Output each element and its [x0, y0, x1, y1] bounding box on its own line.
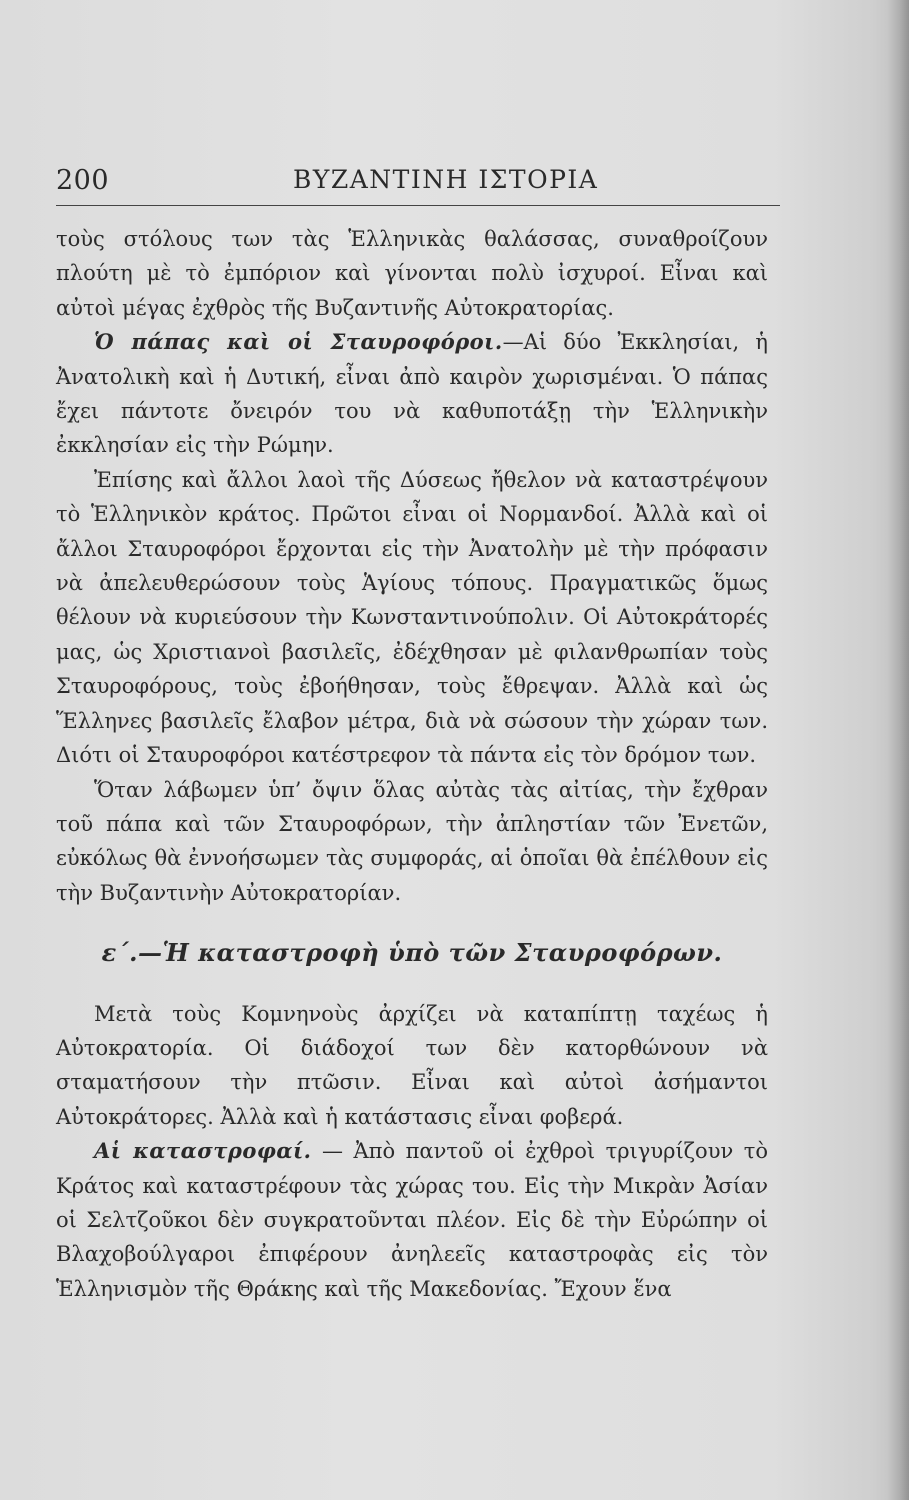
page-number: 200 — [56, 165, 110, 196]
header-rule — [56, 205, 780, 206]
paragraph-pope-crusaders-text: —Αἱ δύο Ἐκκλησίαι, ἡ Ἀνατολικὴ καὶ ἡ Δυτική, εἶναι ἀπὸ καιρὸν χωρισμέναι. Ὁ πάπας ἔχει πάντοτε ὄνειρόν του νὰ καθυποτάξῃ τὴν Ἑλληνικὴν ἐκκλησίαν εἰς τὴν Ρώμην. — [56, 330, 768, 458]
page-spine-shadow — [887, 0, 909, 1500]
running-title: ΒΥΖΑΝΤΙΝΗ ΙΣΤΟΡΙΑ — [293, 165, 599, 194]
paragraph-pope-crusaders — [56, 325, 768, 463]
run-in-heading-catastrophes: Αἱ καταστροφαί. — [94, 1138, 312, 1164]
paragraph-after-komnenoi: Μετὰ τοὺς Κομνηνοὺς ἀρχίζει νὰ καταπίπτῃ ταχέως ἡ Αὐτοκρατορία. Οἱ διάδοχοί των δὲν κατορθώνουν νὰ σταματήσουν τὴν πτῶσιν. Εἶναι καὶ αὐτοὶ ἀσήμαντοι Αὐτοκράτορες. Ἀλλὰ καὶ ἡ κατάστασις εἶναι φοβερά. — [56, 1001, 768, 1129]
page-header — [56, 165, 780, 205]
paragraph-western-peoples: Ἐπίσης καὶ ἄλλοι λαοὶ τῆς Δύσεως ἤθελον νὰ καταστρέψουν τὸ Ἑλληνικὸν κράτος. Πρῶτοι εἶναι οἱ Νορμανδοί. Ἀλλὰ καὶ οἱ ἄλλοι Σταυροφόροι ἔρχονται εἰς τὴν Ἀνατολὴν μὲ τὴν πρόφασιν νὰ ἀπελευθερώσουν τοὺς Ἁγίους τόπους. Πραγματικῶς ὅμως θέλουν νὰ κυριεύσουν τὴν Κωνσταντινούπολιν. Οἱ Αὐτοκράτορές μας, ὡς Χριστιανοὶ βασιλεῖς, ἐδέχθησαν μὲ φιλανθρωπίαν τοὺς Σταυροφόρους, τοὺς ἐβοήθησαν, τοὺς ἔθρεψαν. Ἀλλὰ καὶ ὡς Ἕλληνες βασιλεῖς ἔλαβον μέτρα, διὰ νὰ σώσουν τὴν χώραν των. Διότι οἱ Σταυροφόροι κατέστρεφον τὰ πάντα εἰς τὸν δρόμον των. — [56, 467, 768, 768]
body-text — [56, 222, 768, 1306]
section-heading: ε΄.—Ἡ καταστροφὴ ὑπὸ τῶν Σταυροφόρων. — [101, 938, 723, 968]
paragraph-catastrophes — [56, 1134, 768, 1306]
run-in-heading-pope-crusaders: Ὁ πάπας καὶ οἱ Σταυροφόροι. — [94, 329, 503, 355]
paragraph-catastrophes-text: — Ἀπὸ παντοῦ οἱ ἐχθροὶ τριγυρίζουν τὸ Κράτος καὶ καταστρέφουν τὰς χώρας του. Εἰς τὴν Μικρὰν Ἀσίαν οἱ Σελτζοῦκοι δὲν συγκρατοῦνται πλέον. Εἰς δὲ τὴν Εὐρώπην οἱ Βλαχοβούλγαροι ἐπιφέρουν ἀνηλεεῖς καταστροφὰς εἰς τὸν Ἑλληνισμὸν τῆς Θράκης καὶ τῆς Μακεδονίας. Ἔχουν ἕνα — [56, 1139, 768, 1301]
paragraph-causes: Ὅταν λάβωμεν ὑπ’ ὄψιν ὅλας αὐτὰς τὰς αἰτίας, τὴν ἔχθραν τοῦ πάπα καὶ τῶν Σταυροφόρων, τὴν ἀπληστίαν τῶν Ἐνετῶν, εὐκόλως θὰ ἐννοήσωμεν τὰς συμφοράς, αἱ ὁποῖαι θὰ ἐπέλθουν εἰς τὴν Βυζαντινὴν Αὐτοκρατορίαν. — [56, 777, 768, 905]
paragraph-continuation: τοὺς στόλους των τὰς Ἑλληνικὰς θαλάσσας, συναθροίζουν πλούτη μὲ τὸ ἐμπόριον καὶ γίνονται πολὺ ἰσχυροί. Εἶναι καὶ αὐτοὶ μέγας ἐχθρὸς τῆς Βυζαντινῆς Αὐτοκρατορίας. — [56, 227, 768, 320]
